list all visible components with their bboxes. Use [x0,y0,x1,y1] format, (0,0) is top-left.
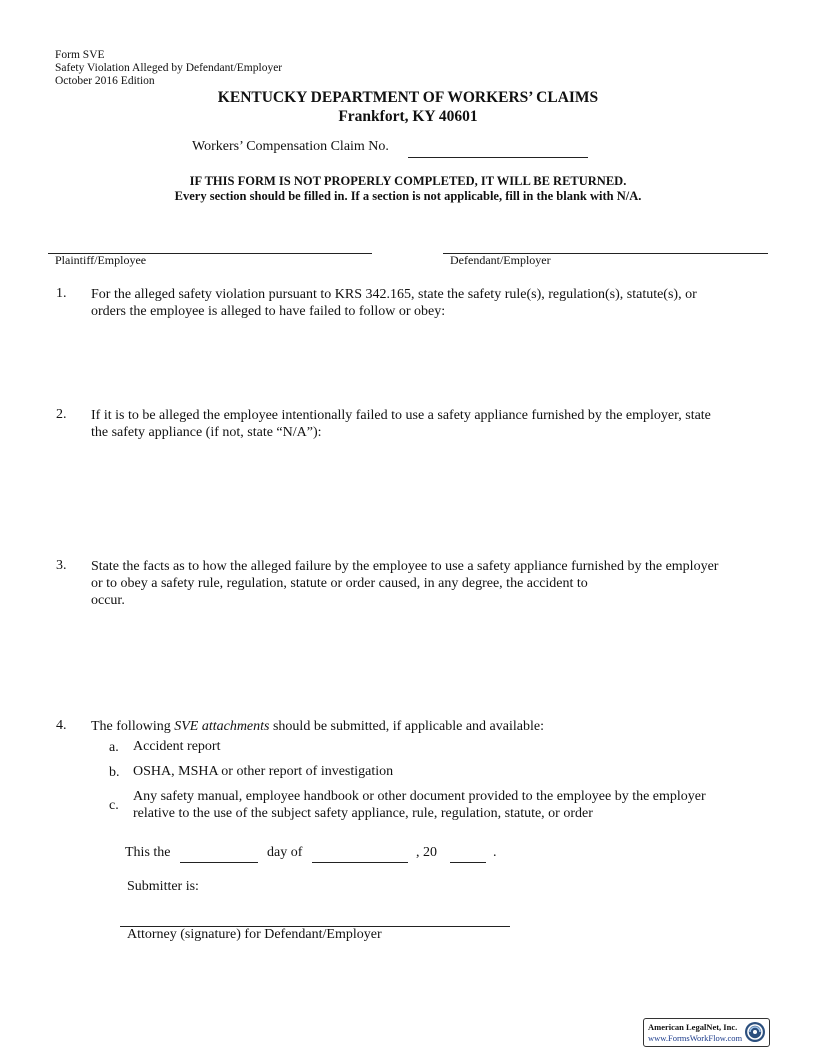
footer-badge[interactable] [643,1018,770,1047]
date-this-the: This the [125,845,171,860]
question-1-answer[interactable] [91,324,761,394]
attachment-c-letter: c. [109,798,119,813]
attachment-b-text: OSHA, MSHA or other report of investigation [133,764,394,779]
month-field[interactable] [312,862,408,863]
submitter-label: Submitter is: [127,879,199,894]
question-4-intro: The following SVE attachments should be submitted, if applicable and available: [91,719,544,734]
notice-line-2: Every section should be filled in. If a section is not applicable, fill in the blank with N/A. [174,189,642,203]
date-period: . [493,845,497,860]
question-3-number: 3. [56,558,67,573]
claim-number-field[interactable] [408,157,588,158]
agency-location: Frankfort, KY 40601 [338,108,478,125]
year-field[interactable] [450,862,486,863]
signature-label: Attorney (signature) for Defendant/Employer [127,927,382,942]
question-1-line-1: For the alleged safety violation pursuant to KRS 342.165, state the safety rule(s), regulation(s), statute(s), or [91,287,697,302]
form-name: Safety Violation Alleged by Defendant/Employer [55,62,283,74]
question-3-line-1: State the facts as to how the alleged failure by the employee to use a safety appliance furnished by the employer [91,559,719,574]
question-2-line-1: If it is to be alleged the employee intentionally failed to use a safety appliance furnished by the employer, state [91,408,711,423]
form-edition: October 2016 Edition [55,75,155,87]
agency-name: KENTUCKY DEPARTMENT OF WORKERS’ CLAIMS [217,89,599,106]
question-3-answer[interactable] [91,612,761,702]
question-3-line-3: occur. [91,593,125,608]
swirl-logo-icon [744,1021,766,1043]
attachment-c-line-1: Any safety manual, employee handbook or other document provided to the employee by the employer [133,789,706,804]
defendant-label: Defendant/Employer [450,253,551,267]
question-2-answer[interactable] [91,445,761,545]
date-year-prefix: , 20 [416,845,437,860]
form-id: Form SVE [55,49,105,61]
plaintiff-label: Plaintiff/Employee [55,253,147,267]
notice-line-1: IF THIS FORM IS NOT PROPERLY COMPLETED, IT WILL BE RETURNED. [189,174,627,188]
attachment-a-text: Accident report [133,739,221,754]
question-2-line-2: the safety appliance (if not, state “N/A”): [91,425,322,440]
attachment-c-line-2: relative to the use of the subject safety appliance, rule, regulation, statute, or order [133,806,593,821]
question-2-number: 2. [56,407,67,422]
question-3-line-2: or to obey a safety rule, regulation, statute or order caused, in any degree, the accident to [91,576,588,591]
attachment-a-letter: a. [109,740,119,755]
claim-number-label: Workers’ Compensation Claim No. [192,139,389,154]
question-1-line-2: orders the employee is alleged to have failed to follow or obey: [91,304,446,319]
question-4-number: 4. [56,718,67,733]
attachment-b-letter: b. [109,765,120,780]
badge-website[interactable]: www.FormsWorkFlow.com [648,1033,743,1043]
question-1-number: 1. [56,286,67,301]
date-day-of: day of [267,845,303,860]
day-field[interactable] [180,862,258,863]
badge-company: American LegalNet, Inc. [648,1022,738,1032]
